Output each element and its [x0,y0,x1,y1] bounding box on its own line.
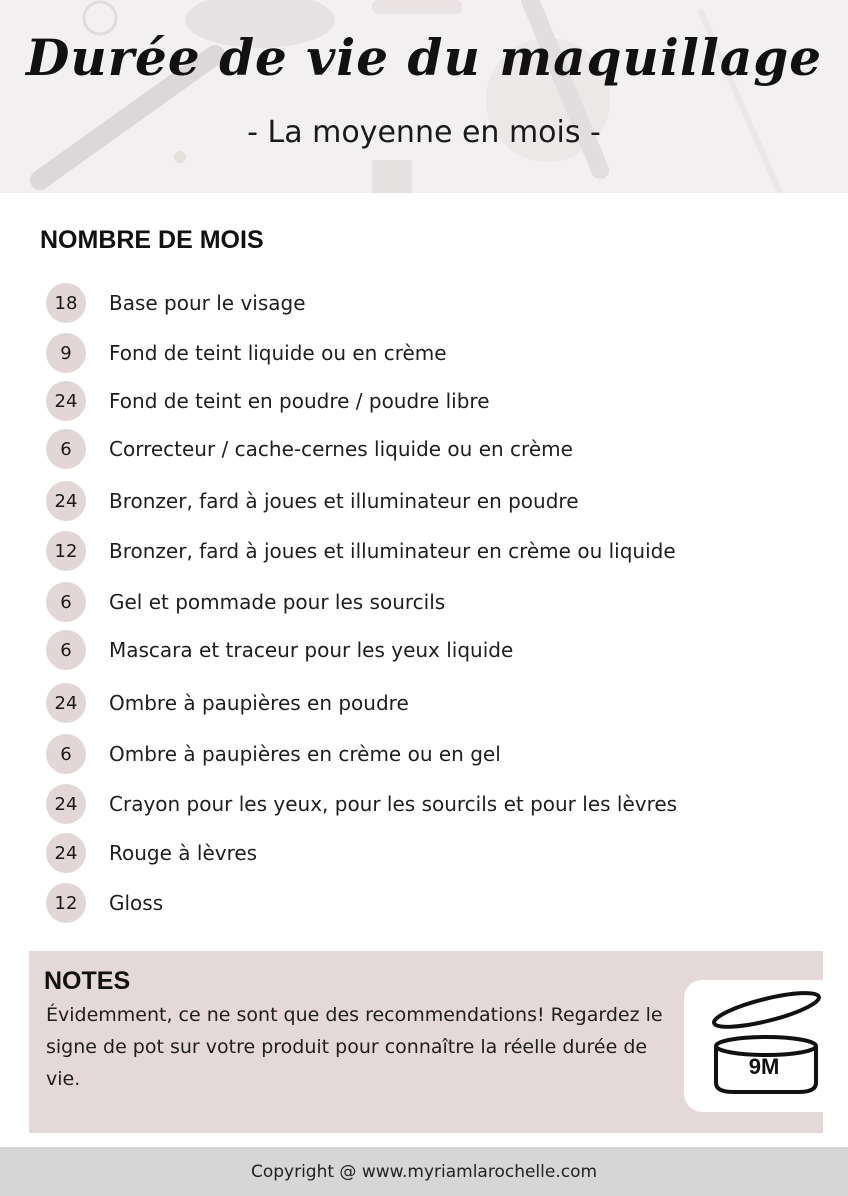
footer [0,1147,848,1196]
item-label: Fond de teint liquide ou en crème [109,341,447,365]
pao-label: 9M [748,1054,780,1079]
copyright-text: Copyright @ www.myriamlarochelle.com [250,1162,598,1182]
item-label: Fond de teint en poudre / poudre libre [109,389,490,413]
list-item [46,683,806,723]
months-badge: 6 [46,582,86,622]
item-label: Rouge à lèvres [109,841,258,865]
months-badge: 18 [46,283,86,323]
item-label: Correcteur / cache-cernes liquide ou en crème [109,437,573,461]
item-label: Gel et pommade pour les sourcils [109,590,446,614]
months-badge: 9 [46,333,86,373]
list-item [46,381,806,421]
list-item [46,582,806,622]
list-item [46,333,806,373]
list-item [46,883,806,923]
list-item [46,481,806,521]
list-item [46,429,806,469]
months-badge: 12 [46,883,86,923]
list-item [46,734,806,774]
page-subtitle: - La moyenne en mois - [247,115,601,150]
item-label: Bronzer, fard à joues et illuminateur en poudre [109,489,579,513]
notes-text: Évidemment, ce ne sont que des recommendations! Regardez le signe de pot sur votre produit pour connaître la réelle durée de vie. [46,1004,663,1090]
item-label: Base pour le visage [109,291,306,315]
item-label: Mascara et traceur pour les yeux liquide [109,638,514,662]
item-label: Bronzer, fard à joues et illuminateur en crème ou liquide [109,539,676,563]
months-badge: 24 [46,381,86,421]
months-badge: 24 [46,833,86,873]
section-title: NOMBRE DE MOIS [40,226,264,254]
notes-title: NOTES [44,967,131,995]
page-title: Durée de vie du maquillage [25,28,823,87]
item-label: Gloss [109,891,164,915]
list-item [46,833,806,873]
list-item [46,630,806,670]
item-label: Ombre à paupières en crème ou en gel [109,742,501,766]
months-badge: 12 [46,531,86,571]
pao-symbol [684,980,844,1112]
header-banner [0,0,848,193]
list-item [46,283,806,323]
item-label: Ombre à paupières en poudre [109,691,409,715]
months-badge: 6 [46,630,86,670]
months-badge: 24 [46,784,86,824]
list-item [46,531,806,571]
months-badge: 24 [46,683,86,723]
notes-box [29,951,823,1133]
list-item [46,784,806,824]
months-badge: 24 [46,481,86,521]
months-badge: 6 [46,429,86,469]
months-badge: 6 [46,734,86,774]
item-label: Crayon pour les yeux, pour les sourcils et pour les lèvres [109,792,678,816]
open-jar-icon [684,980,844,1112]
